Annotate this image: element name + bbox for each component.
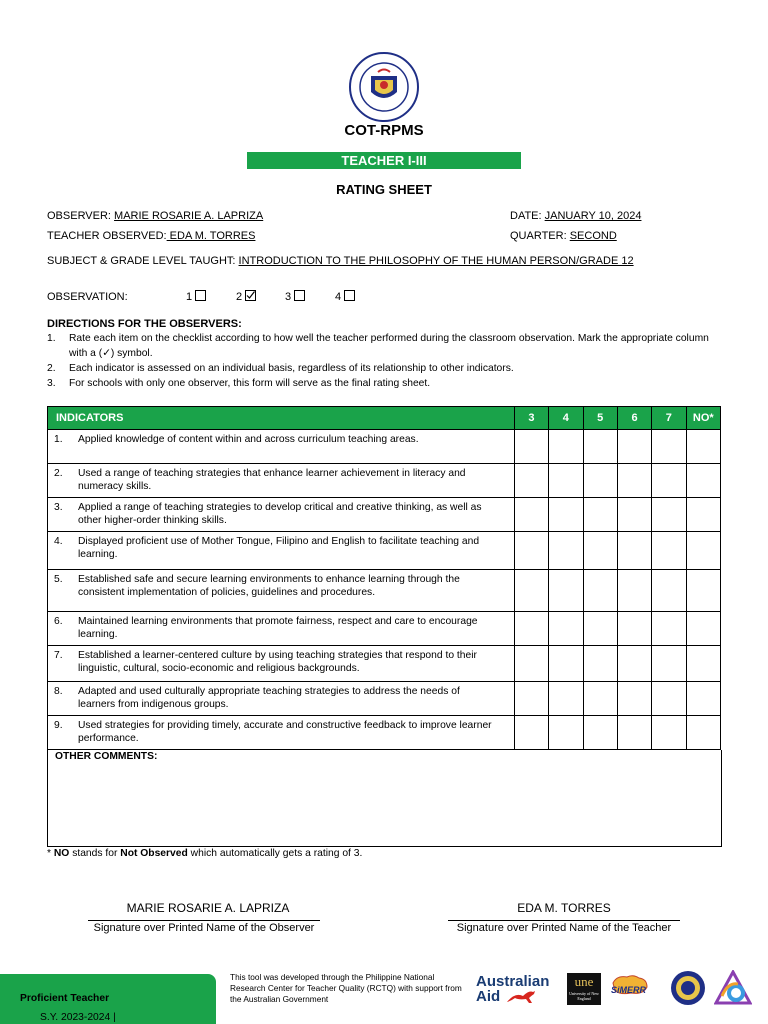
table-row: [48, 532, 721, 570]
rating-cell[interactable]: [514, 570, 548, 612]
teacher-signature-line: [448, 920, 680, 921]
table-row: [48, 570, 721, 612]
indicator-number: 4.: [54, 536, 63, 547]
quarter-value: SECOND: [569, 230, 617, 242]
rating-cell[interactable]: [652, 430, 686, 464]
rating-cell[interactable]: [686, 682, 720, 716]
indicator-cell: [48, 570, 515, 612]
indicator-cell: [48, 646, 515, 682]
rating-cell[interactable]: [583, 716, 617, 750]
rating-cell[interactable]: [583, 498, 617, 532]
indicators-header: INDICATORS: [48, 407, 515, 430]
rating-cell[interactable]: [686, 532, 720, 570]
rating-cell[interactable]: [652, 464, 686, 498]
rating-cell[interactable]: [617, 464, 651, 498]
teacher-signature-caption: Signature over Printed Name of the Teacher: [456, 922, 672, 934]
rating-cell[interactable]: [514, 682, 548, 716]
column-header: 7: [652, 407, 686, 430]
indicator-number: 6.: [54, 616, 63, 627]
teacher-level-band: TEACHER I-III: [247, 152, 521, 169]
rating-cell[interactable]: [652, 570, 686, 612]
indicator-number: 9.: [54, 720, 63, 731]
date-field: DATE: JANUARY 10, 2024: [510, 210, 642, 222]
indicator-cell: [48, 430, 515, 464]
rating-cell[interactable]: [549, 498, 583, 532]
teacher-printed-name: EDA M. TORRES: [517, 901, 611, 915]
rating-cell[interactable]: [652, 612, 686, 646]
rating-cell[interactable]: [549, 646, 583, 682]
rating-cell[interactable]: [686, 716, 720, 750]
rating-cell[interactable]: [686, 612, 720, 646]
observer-signature-line: [88, 920, 320, 921]
indicator-text: Maintained learning environments that promote fairness, respect and care to encourage learning.: [78, 616, 478, 640]
une-logo: une University of New England: [567, 973, 601, 1005]
column-header: 4: [549, 407, 583, 430]
rating-cell[interactable]: [652, 646, 686, 682]
table-row: [48, 716, 721, 750]
indicator-text: Used a range of teaching strategies that enhance learner achievement in literacy and numeracy skills.: [78, 468, 466, 492]
indicator-text: Adapted and used culturally appropriate teaching strategies to address the needs of learners from indigenous groups.: [78, 686, 460, 710]
table-header-row: [48, 407, 721, 430]
checkbox-icon[interactable]: [195, 290, 206, 301]
rating-cell[interactable]: [549, 570, 583, 612]
table-row: [48, 646, 721, 682]
column-header: NO*: [686, 407, 720, 430]
observation-label: OBSERVATION:: [47, 291, 128, 303]
checkbox-icon[interactable]: [344, 290, 355, 301]
subject-grade-value: INTRODUCTION TO THE PHILOSOPHY OF THE HUMAN PERSON/GRADE 12: [238, 255, 634, 267]
checkbox-icon[interactable]: [294, 290, 305, 301]
rating-cell[interactable]: [514, 430, 548, 464]
rating-cell[interactable]: [514, 532, 548, 570]
footer-disclaimer: This tool was developed through the Philippine National Research Center for Teacher Quality (RCTQ) with support from the Australian Government: [230, 972, 462, 1004]
rating-cell[interactable]: [549, 464, 583, 498]
indicator-cell: [48, 464, 515, 498]
rating-cell[interactable]: [549, 532, 583, 570]
date-value: JANUARY 10, 2024: [544, 210, 642, 222]
indicator-text: Established safe and secure learning environments to enhance learning through the consistent implementation of policies, guidelines and procedures.: [78, 574, 460, 598]
direction-item: 3. For schools with only one observer, this form will serve as the final rating sheet.: [47, 378, 431, 389]
other-comments-label: OTHER COMMENTS:: [55, 751, 158, 762]
rating-cell[interactable]: [549, 430, 583, 464]
rating-cell[interactable]: [549, 612, 583, 646]
rating-cell[interactable]: [514, 716, 548, 750]
footnote: * NO stands for Not Observed which automatically gets a rating of 3.: [47, 848, 363, 859]
quarter-field: QUARTER: SECOND: [510, 230, 617, 242]
column-header: 6: [617, 407, 651, 430]
indicator-text: Established a learner-centered culture by using teaching strategies that respond to their linguistic, cultural, socio-economic and religious backgrounds.: [78, 650, 477, 674]
rctq-logo: [714, 970, 752, 1006]
direction-item: 2. Each indicator is assessed on an individual basis, regardless of its relationship to other indicators.: [47, 363, 514, 374]
table-row: [48, 464, 721, 498]
observation-option-2[interactable]: 2: [236, 290, 256, 303]
rating-cell[interactable]: [583, 646, 617, 682]
rating-cell[interactable]: [514, 612, 548, 646]
rating-cell[interactable]: [686, 570, 720, 612]
rating-cell[interactable]: [652, 716, 686, 750]
table-row: [48, 430, 721, 464]
indicator-cell: [48, 612, 515, 646]
indicator-cell: [48, 498, 515, 532]
indicator-text: Applied a range of teaching strategies to develop critical and creative thinking, as well as other higher-order thinking skills.: [78, 502, 482, 526]
rating-cell[interactable]: [686, 498, 720, 532]
rating-cell[interactable]: [617, 570, 651, 612]
table-row: [48, 612, 721, 646]
indicator-text: Applied knowledge of content within and across curriculum teaching areas.: [78, 434, 419, 445]
subject-grade-field: SUBJECT & GRADE LEVEL TAUGHT: INTRODUCTION TO THE PHILOSOPHY OF THE HUMAN PERSON/GRADE 12: [47, 255, 634, 267]
rating-cell[interactable]: [549, 716, 583, 750]
indicator-text: Used strategies for providing timely, accurate and constructive feedback to improve learner performance.: [78, 720, 492, 744]
observer-signature-caption: Signature over Printed Name of the Observer: [93, 922, 315, 934]
rating-sheet-subtitle: RATING SHEET: [336, 182, 432, 197]
direction-item: 1. Rate each item on the checklist according to how well the teacher performed during the classroom observation. Mark the appropriate column with a (✓) symbol.: [47, 333, 709, 359]
rating-cell[interactable]: [686, 646, 720, 682]
rating-cell[interactable]: [652, 532, 686, 570]
indicator-cell: [48, 532, 515, 570]
rating-cell[interactable]: [583, 570, 617, 612]
footer-school-year-band: S.Y. 2023-2024 | Proficient Teacher: [0, 974, 216, 1024]
rating-cell[interactable]: [617, 646, 651, 682]
rating-cell[interactable]: [583, 464, 617, 498]
indicator-number: 7.: [54, 650, 63, 661]
indicator-cell: [48, 716, 515, 750]
kangaroo-icon: [505, 988, 539, 1004]
indicator-number: 1.: [54, 434, 63, 445]
rating-cell[interactable]: [652, 498, 686, 532]
observation-option-4[interactable]: 4: [335, 290, 355, 303]
observer-printed-name: MARIE ROSARIE A. LAPRIZA: [126, 901, 290, 915]
checked-checkbox-icon[interactable]: [245, 290, 256, 301]
teacher-observed-value: EDA M. TORRES: [166, 230, 256, 242]
indicators-table: [47, 406, 721, 750]
rating-cell[interactable]: [652, 682, 686, 716]
observer-field: OBSERVER: MARIE ROSARIE A. LAPRIZA: [47, 210, 264, 222]
rating-cell[interactable]: [583, 682, 617, 716]
rating-cell[interactable]: [617, 532, 651, 570]
rating-cell[interactable]: [617, 498, 651, 532]
rating-cell[interactable]: [583, 612, 617, 646]
indicator-number: 2.: [54, 468, 63, 479]
observation-option-1[interactable]: 1: [186, 290, 206, 303]
simerr-logo: SiMERR: [609, 973, 651, 1005]
rating-cell[interactable]: [514, 498, 548, 532]
indicator-cell: [48, 682, 515, 716]
indicator-number: 5.: [54, 574, 63, 585]
rating-cell[interactable]: [686, 430, 720, 464]
rating-cell[interactable]: [686, 464, 720, 498]
rating-cell[interactable]: [617, 716, 651, 750]
rating-cell[interactable]: [514, 646, 548, 682]
rating-cell[interactable]: [583, 532, 617, 570]
indicator-text: Displayed proficient use of Mother Tongue, Filipino and English to facilitate teaching and learning.: [78, 536, 480, 560]
other-comments-box[interactable]: [47, 750, 722, 847]
observation-option-3[interactable]: 3: [285, 290, 305, 303]
rating-cell[interactable]: [617, 682, 651, 716]
table-row: [48, 498, 721, 532]
teacher-observed-field: TEACHER OBSERVED: EDA M. TORRES: [47, 230, 256, 242]
observer-value: MARIE ROSARIE A. LAPRIZA: [114, 210, 264, 222]
column-header: 3: [514, 407, 548, 430]
indicator-number: 8.: [54, 686, 63, 697]
pnu-seal-logo: [670, 970, 706, 1006]
indicator-number: 3.: [54, 502, 63, 513]
rating-cell[interactable]: [549, 682, 583, 716]
directions-heading: DIRECTIONS FOR THE OBSERVERS:: [47, 318, 242, 330]
rating-cell[interactable]: [617, 612, 651, 646]
australian-aid-logo: Australian Aid: [476, 973, 550, 1005]
rating-cell[interactable]: [514, 464, 548, 498]
rating-cell[interactable]: [617, 430, 651, 464]
table-row: [48, 682, 721, 716]
column-header: 5: [583, 407, 617, 430]
rating-cell[interactable]: [583, 430, 617, 464]
page-title: COT-RPMS: [344, 122, 424, 139]
